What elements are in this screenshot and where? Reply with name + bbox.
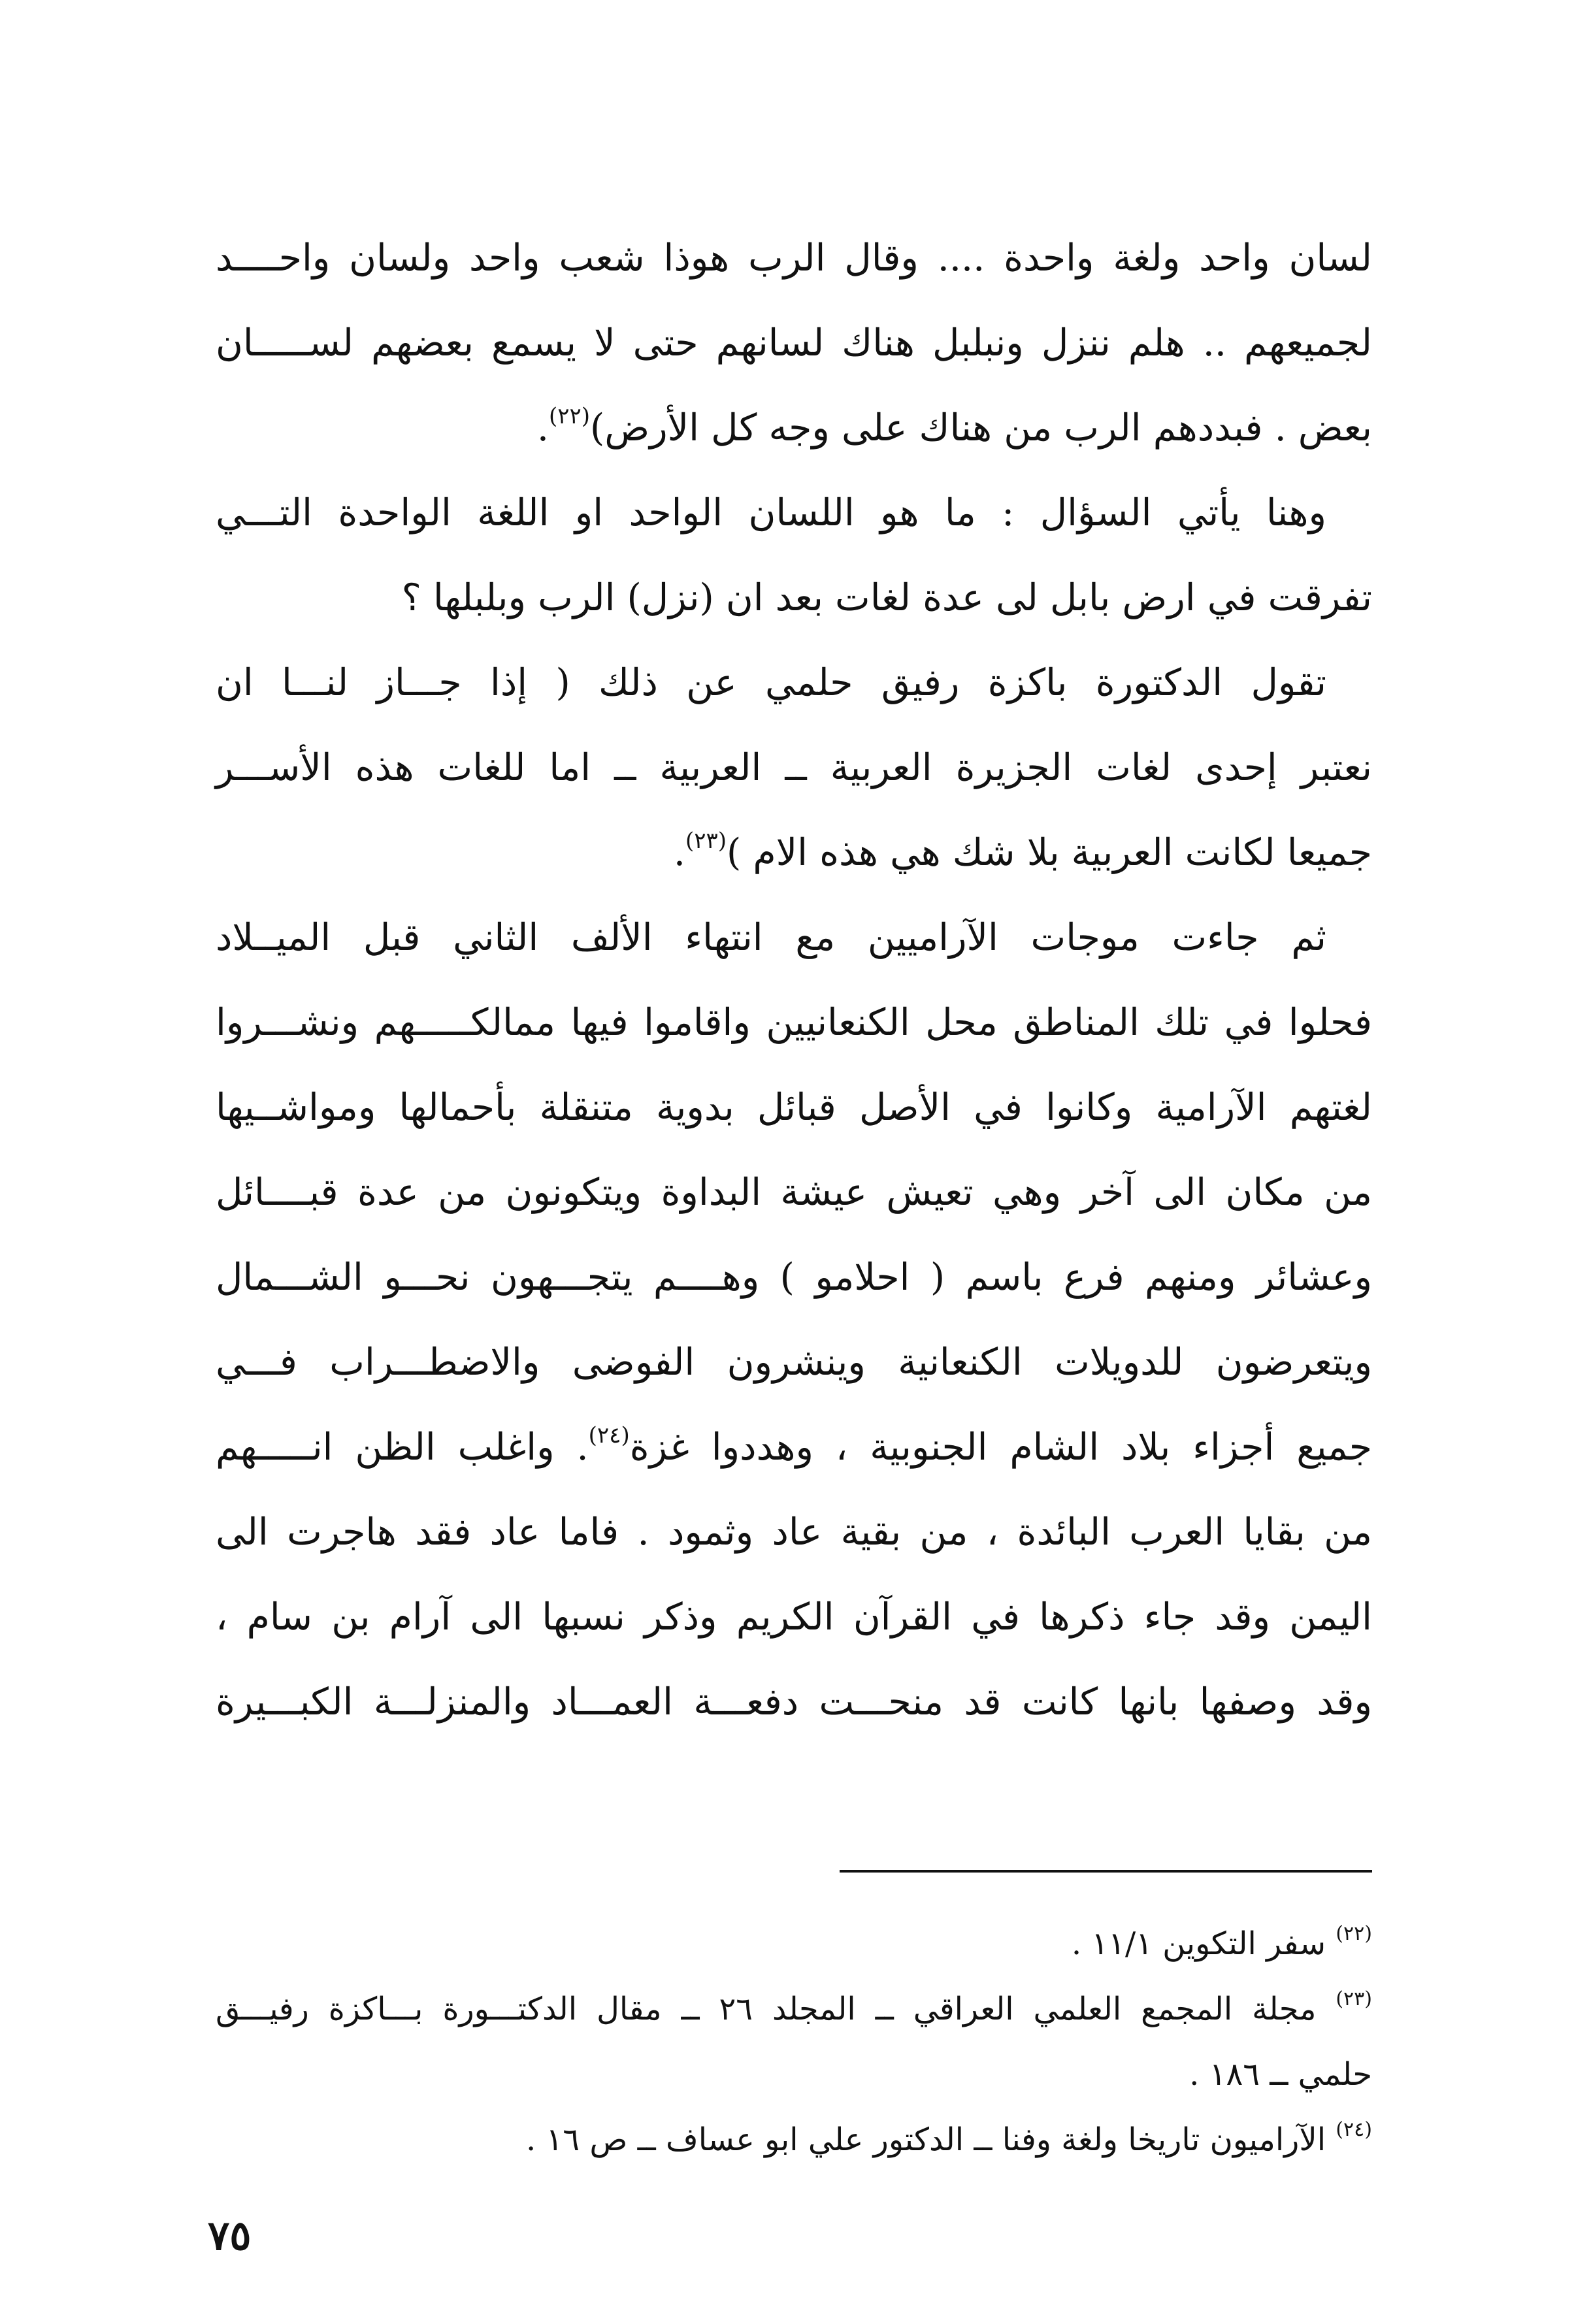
paragraph-4 [216, 895, 1372, 1744]
text-line: وهنا يأتي السؤال : ما هو اللسان الواحد او اللغة الواحدة التـــي [216, 491, 1326, 534]
text-line: من مكان الى آخر وهي تعيش عيشة البداوة ويتكونون من عدة قبــــائل [216, 1171, 1372, 1214]
text-line: جميع أجزاء بلاد الشام الجنوبية ، وهددوا غزة$^{(٢٤)}$. واغلب الظن انـــــهم [216, 1422, 1372, 1469]
page-number: ٧٥ [208, 2212, 252, 2259]
paragraph-3 [216, 640, 1372, 895]
footnote-ref-24: (٢٤) [588, 1422, 630, 1448]
footnote-23: $^{(٢٣)}$ مجلة المجمع العلمي العراقي ــ المجلد ٢٦ ــ مقال الدكتـــورة بـــاكزة رفيـــق [216, 1988, 1372, 2027]
footnote-ref-23: (٢٣) [685, 828, 727, 854]
text-line: نعتبر إحدى لغات الجزيرة العربية ــ العربية ــ اما للغات هذه الأســـر [216, 746, 1372, 789]
footnote-24: $^{(٢٤)}$ الآراميون تاريخا ولغة وفنا ــ الدكتور علي ابو عساف ــ ص ١٦ . [525, 2118, 1372, 2158]
text-line: من بقايا العرب البائدة ، من بقية عاد وثمود . فاما عاد فقد هاجرت الى [216, 1511, 1372, 1554]
text-line: وعشائر ومنهم فرع باسم ( احلامو ) وهــــم يتجـــهون نحـــو الشـــمال [216, 1256, 1372, 1299]
text-line: فحلوا في تلك المناطق محل الكنعانيين واقاموا فيها ممالكـــــهم ونشـــروا [216, 1001, 1372, 1044]
footnote-divider [840, 1870, 1372, 1873]
text-line: جميعا لكانت العربية بلا شك هي هذه الام )$^{(٢٣)}$. [673, 828, 1372, 874]
text-line: تفرقت في ارض بابل لى عدة لغات بعد ان (نزل) الرب وبلبلها ؟ [401, 576, 1372, 619]
footnote-23-continuation: حلمي ــ ١٨٦ . [1189, 2056, 1372, 2093]
text-line: بعض . فبددهم الرب من هناك على وجه كل الأرض)$^{(٢٢)}$. [536, 403, 1372, 450]
paragraph-1 [216, 216, 1372, 470]
text-line: لسان واحد ولغة واحدة .... وقال الرب هوذا شعب واحد ولسان واحــــد [216, 237, 1372, 280]
text-line: وقد وصفها بانها كانت قد منحـــت دفعـــة العمـــاد والمنزلـــة الكبـــيرة [216, 1680, 1372, 1724]
text-line: لغتهم الآرامية وكانوا في الأصل قبائل بدوية متنقلة بأحمالها ومواشــيها [216, 1086, 1372, 1129]
footnote-22: $^{(٢٢)}$ سفر التكوين ١١/١ . [1071, 1922, 1372, 1962]
paragraph-2 [216, 470, 1372, 640]
footnote-marker: (٢٢) [1336, 1922, 1372, 1945]
footnote-marker: (٢٣) [1336, 1988, 1372, 2010]
text-line: اليمن وقد جاء ذكرها في القرآن الكريم وذكر نسبها الى آرام بن سام ، [216, 1596, 1372, 1639]
text-line: لجميعهم .. هلم ننزل ونبلبل هناك لسانهم حتى لا يسمع بعضهم لســـــان [216, 321, 1372, 365]
text-line: تقول الدكتورة باكزة رفيق حلمي عن ذلك ( إذا جـــاز لنـــا ان [216, 661, 1326, 704]
text-line: ويتعرضون للدويلات الكنعانية وينشرون الفوضى والاضطـــراب فـــي [216, 1341, 1372, 1384]
footnote-ref-22: (٢٢) [548, 403, 590, 429]
footnotes [216, 1911, 1372, 2172]
main-text [216, 216, 1372, 1744]
footnote-marker: (٢٤) [1336, 2118, 1372, 2141]
text-line: ثم جاءت موجات الآراميين مع انتهاء الألف الثاني قبل الميــلاد [216, 916, 1326, 959]
